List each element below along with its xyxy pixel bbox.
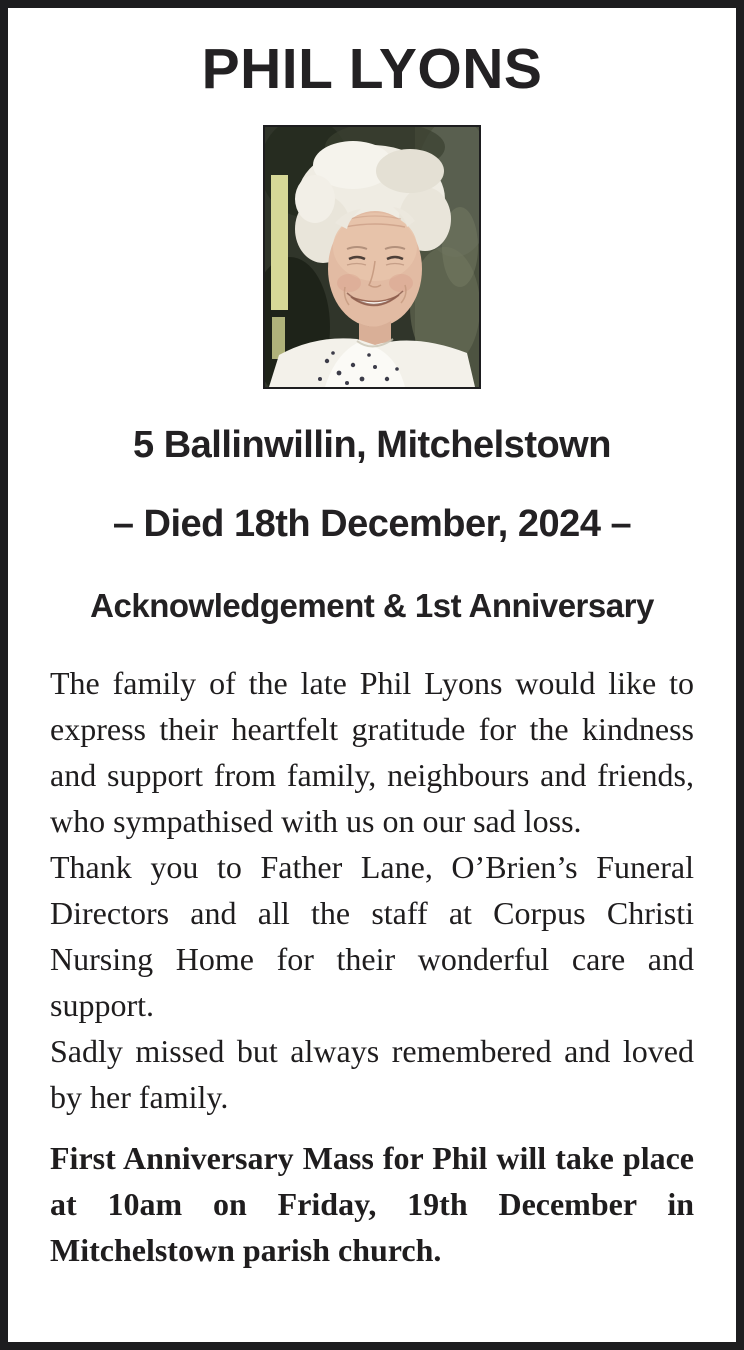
notice-body [50,660,694,1273]
remembrance-paragraph: Sadly missed but always remembered and loved by her family. [50,1032,694,1115]
portrait-photo [263,125,481,389]
acknowledgement-paragraph: The family of the late Phil Lyons would like to express their heartfelt gratitude for the kindness and support from family, neighbours and friends, who sympathised with us on our sad loss. [50,664,694,839]
acknowledgement-heading: Acknowledgement & 1st Anniversary [90,586,654,624]
anniversary-mass-paragraph: First Anniversary Mass for Phil will take place at 10am on Friday, 19th December in Mitchelstown parish church. [50,1139,694,1268]
address-line: 5 Ballinwillin, Mitchelstown [133,424,611,466]
notice-title: PHIL LYONS [201,37,543,101]
thanks-paragraph: Thank you to Father Lane, O’Brien’s Funeral Directors and all the staff at Corpus Christi Nursing Home for their wonderful care and support. [50,848,694,1023]
portrait-image [265,127,479,387]
death-date-line: – Died 18th December, 2024 – [112,502,632,545]
